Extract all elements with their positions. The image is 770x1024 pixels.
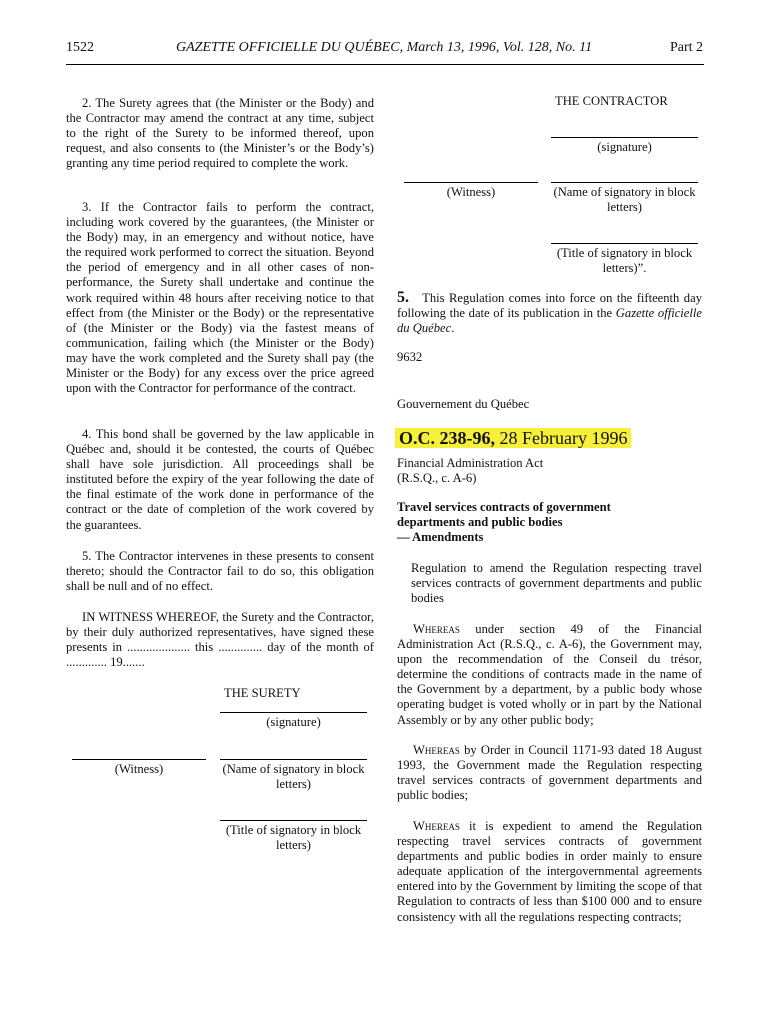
paragraph-3: 3. If the Contractor fails to perform the contract, including work covered by the guarantees, (the Minister or the Body) may, in an emergency and without notice, have the required work performed to correct the situation. Beyond the period of emergency and in all other cases of non-performance, the Surety shall undertake and continue the work required within 48 hours after receiving notice to that effect from (the Minister or the Body) or the representative of (the Minister or the Body) via the fastest means of communication, failing which (the Minister or the Body) may have the work completed and the Surety shall pay (the Minister or the Body) for any excess over the price agreed upon with the Contractor for performance of the contract. bbox=[66, 200, 374, 396]
title-caption: (Title of signatory in block letters)”. bbox=[556, 246, 693, 276]
signature-caption: (signature) bbox=[266, 715, 321, 729]
surety-heading: THE SURETY bbox=[224, 686, 301, 700]
signature-caption: (signature) bbox=[597, 140, 652, 154]
whereas-1: Whereas under section 49 of the Financial Administration Act (R.S.Q., c. A-6), the Government may, upon the recommendation of the Conseil du trésor, determine the conditions of contracts made in the name of the Government by a department, by a public body whose operating budget is voted wholly or in part by the National Assembly or by any other public body; bbox=[397, 622, 702, 727]
subject-subheading: — Amendments bbox=[397, 530, 484, 544]
header-rule bbox=[66, 64, 704, 65]
reference-number: 9632 bbox=[397, 350, 423, 364]
title-line bbox=[220, 820, 367, 821]
witness-line bbox=[72, 759, 206, 760]
paragraph-2: 2. The Surety agrees that (the Minister or the Body) and the Contractor may amend the contract at any time, subject to the right of the Surety to be informed thereof, upon request, and also consents to (the Minister’s or the Body’s) granting any time period required to complete the work. bbox=[66, 96, 374, 171]
government-label: Gouvernement du Québec bbox=[397, 397, 530, 411]
title-line bbox=[551, 243, 698, 244]
name-line bbox=[551, 182, 698, 183]
act-name: Financial Administration Act bbox=[397, 456, 544, 470]
subject-heading: Travel services contracts of government departments and public bodies bbox=[397, 500, 611, 530]
witness-caption: (Witness) bbox=[114, 762, 164, 776]
highlighted-order: O.C. 238-96, 28 February 1996 bbox=[395, 428, 631, 448]
whereas-3: Whereas it is expedient to amend the Regulation respecting travel services contracts of government departments and public bodies in order mainly to ensure adequate application of the intergovernmental agreements entered into by the Government by limiting the scope of that Regulation to contracts of less than $100 000 and to ensure consistency with all the regulations respecting contracts; bbox=[397, 819, 702, 924]
page-number: 1522 bbox=[66, 40, 94, 55]
section-number: 5. bbox=[397, 289, 409, 306]
whereas-2: Whereas by Order in Council 1171-93 dated 18 August 1993, the Government made the Regulation respecting travel services contracts of government departments and public bodies; bbox=[397, 743, 702, 803]
gazette-header-title: GAZETTE OFFICIELLE DU QUÉBEC, March 13, 1996, Vol. 128, No. 11 bbox=[176, 40, 593, 55]
regulation-title: Regulation to amend the Regulation respecting travel services contracts of government departments and public bodies bbox=[411, 561, 702, 606]
witness-caption: (Witness) bbox=[446, 185, 496, 199]
witness-line bbox=[404, 182, 538, 183]
name-line bbox=[220, 759, 367, 760]
part-label: Part 2 bbox=[670, 40, 704, 55]
name-caption: (Name of signatory in block letters) bbox=[553, 185, 696, 215]
order-in-council-heading bbox=[395, 426, 700, 450]
signature-line bbox=[551, 137, 698, 138]
title-caption: (Title of signatory in block letters) bbox=[225, 823, 362, 853]
section-5: 5. This Regulation comes into force on the fifteenth day following the date of its publication in the Gazette officielle du Québec. bbox=[397, 289, 702, 336]
act-reference: (R.S.Q., c. A-6) bbox=[397, 471, 477, 485]
paragraph-4: 4. This bond shall be governed by the law applicable in Québec and, should it be contested, the courts of Québec shall have sole jurisdiction. All proceedings shall be instituted before the expiry of the year following the date of the final estimate of the work done in performance of the contract or the date of completion of the work covered by the guarantees. bbox=[66, 427, 374, 532]
signature-line bbox=[220, 712, 367, 713]
contractor-heading: THE CONTRACTOR bbox=[555, 94, 668, 108]
witness-clause: IN WITNESS WHEREOF, the Surety and the Contractor, by their duly authorized representatives, have signed these presents in .................... this .............. day of the month of ............. 19....... bbox=[66, 610, 374, 670]
paragraph-5: 5. The Contractor intervenes in these presents to consent thereto; should the Contractor fail to do so, this obligation shall be null and of no effect. bbox=[66, 549, 374, 594]
name-caption: (Name of signatory in block letters) bbox=[222, 762, 365, 792]
